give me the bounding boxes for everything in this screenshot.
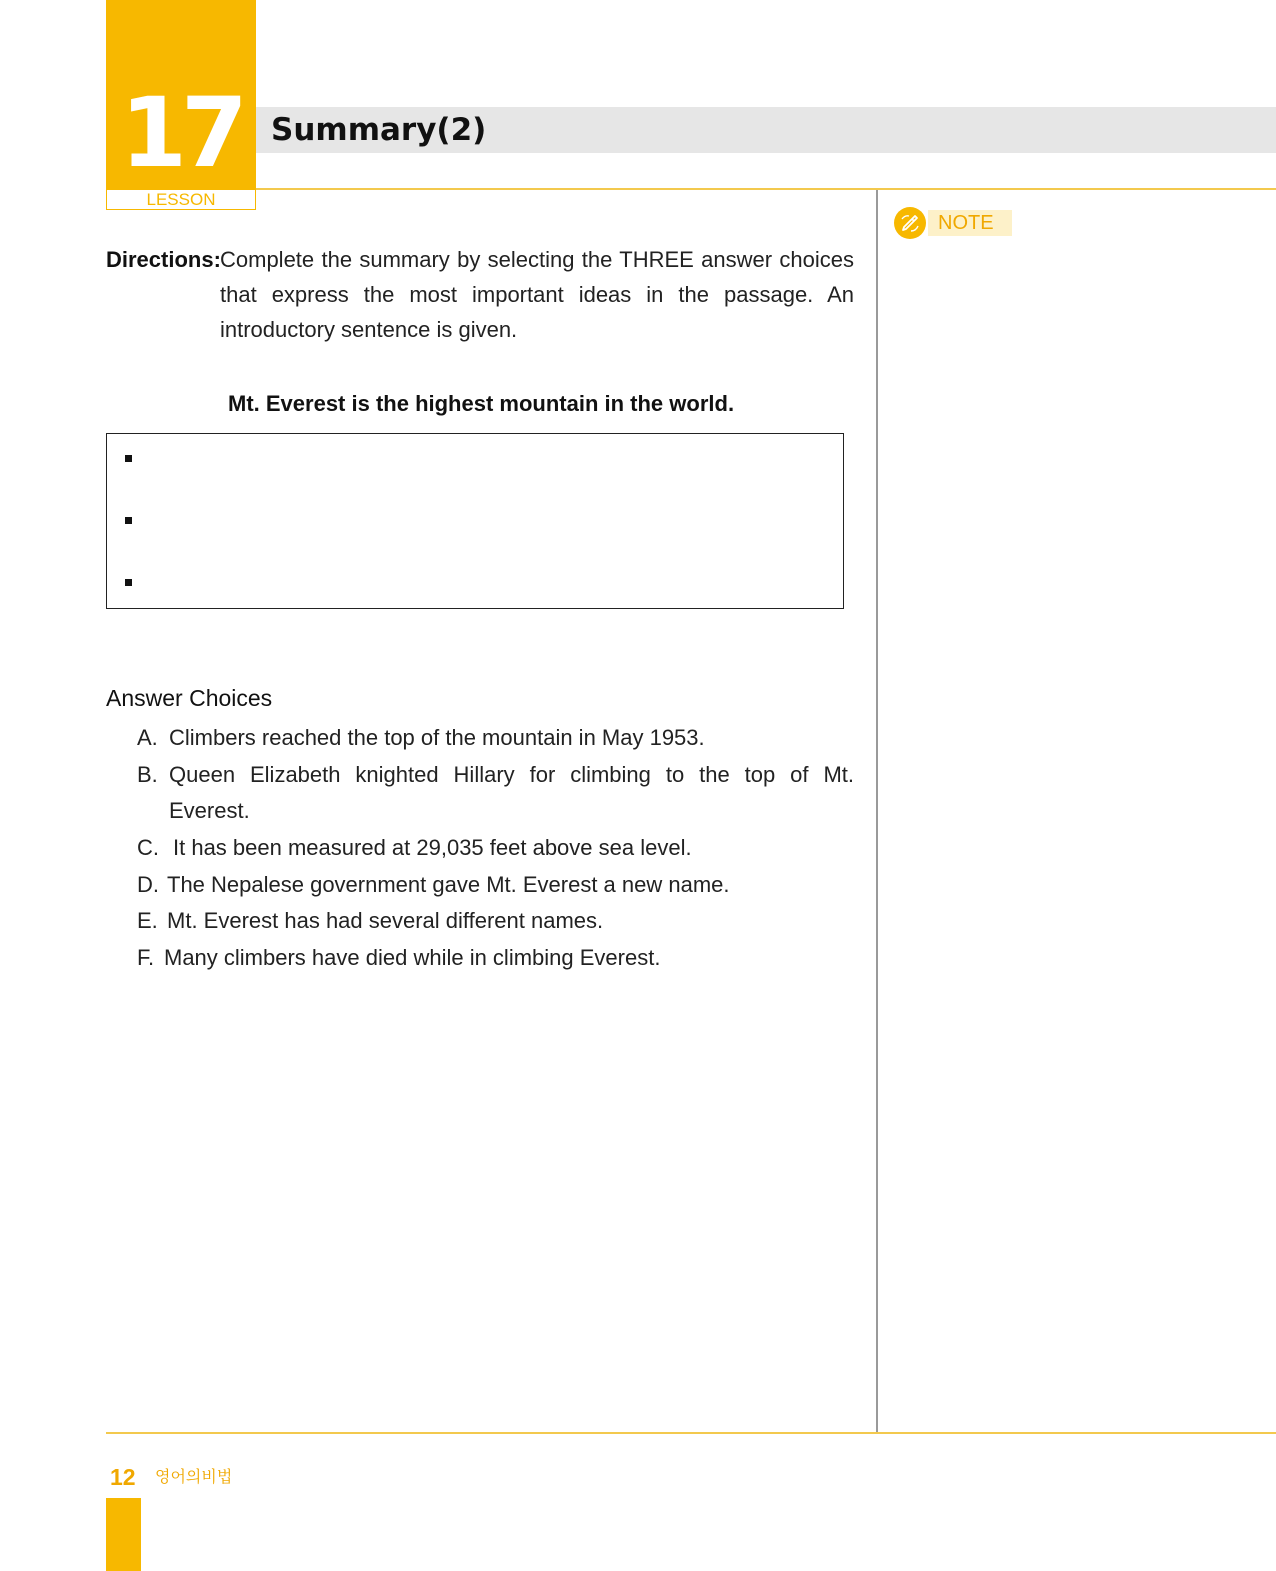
answer-choice-f[interactable] (137, 940, 854, 976)
choice-text: It has been measured at 29,035 feet above sea level. (173, 835, 692, 860)
summary-slot-3[interactable] (125, 579, 132, 586)
directions (106, 242, 854, 347)
summary-box[interactable] (106, 433, 844, 609)
choice-text: Many climbers have died while in climbing Everest. (164, 945, 661, 970)
summary-slot-1[interactable] (125, 455, 132, 462)
footer-tab (106, 1498, 141, 1571)
directions-label: Directions: (106, 247, 221, 272)
note-label: NOTE (928, 210, 1012, 236)
choice-text: The Nepalese government gave Mt. Everest a new name. (167, 872, 730, 897)
header-rule (256, 188, 1276, 190)
choice-letter: F. (137, 945, 155, 970)
lesson-number: 17 (120, 77, 242, 189)
summary-slot-2[interactable] (125, 517, 132, 524)
footer-rule (106, 1432, 1276, 1434)
note-tag (894, 207, 1014, 239)
lesson-badge (106, 0, 256, 190)
choice-text: Queen Elizabeth knighted Hillary for climbing to the top of Mt. (169, 762, 854, 787)
answer-choice-e[interactable] (137, 903, 854, 939)
book-title: 영어의비법 (155, 1467, 233, 1486)
choice-letter: C. (137, 835, 159, 860)
intro-sentence: Mt. Everest is the highest mountain in the world. (228, 391, 735, 416)
choice-letter: B. (137, 762, 158, 787)
choice-text: Mt. Everest has had several different names. (167, 908, 604, 933)
pen-icon (894, 207, 926, 239)
choice-letter: A. (137, 725, 158, 750)
choice-text: Climbers reached the top of the mountain in May 1953. (169, 725, 705, 750)
directions-text: Complete the summary by selecting the THREE answer choices that express the most important ideas in the passage. An introductory sentence is given. (220, 247, 854, 342)
page-title: Summary(2) (271, 112, 487, 148)
answer-choice-c[interactable] (137, 830, 854, 866)
answer-choice-b[interactable] (137, 757, 854, 793)
answer-choice-b-continuation: Everest. (169, 798, 250, 823)
choice-letter: D. (137, 872, 159, 897)
answer-choice-d[interactable] (137, 867, 854, 903)
page-number: 12 (110, 1464, 136, 1490)
answer-choices-heading: Answer Choices (106, 685, 273, 711)
answer-choice-a[interactable] (137, 720, 854, 756)
note-column-divider (876, 190, 878, 1433)
lesson-label: LESSON (106, 190, 256, 210)
choice-letter: E. (137, 908, 158, 933)
title-bar (256, 107, 1276, 153)
